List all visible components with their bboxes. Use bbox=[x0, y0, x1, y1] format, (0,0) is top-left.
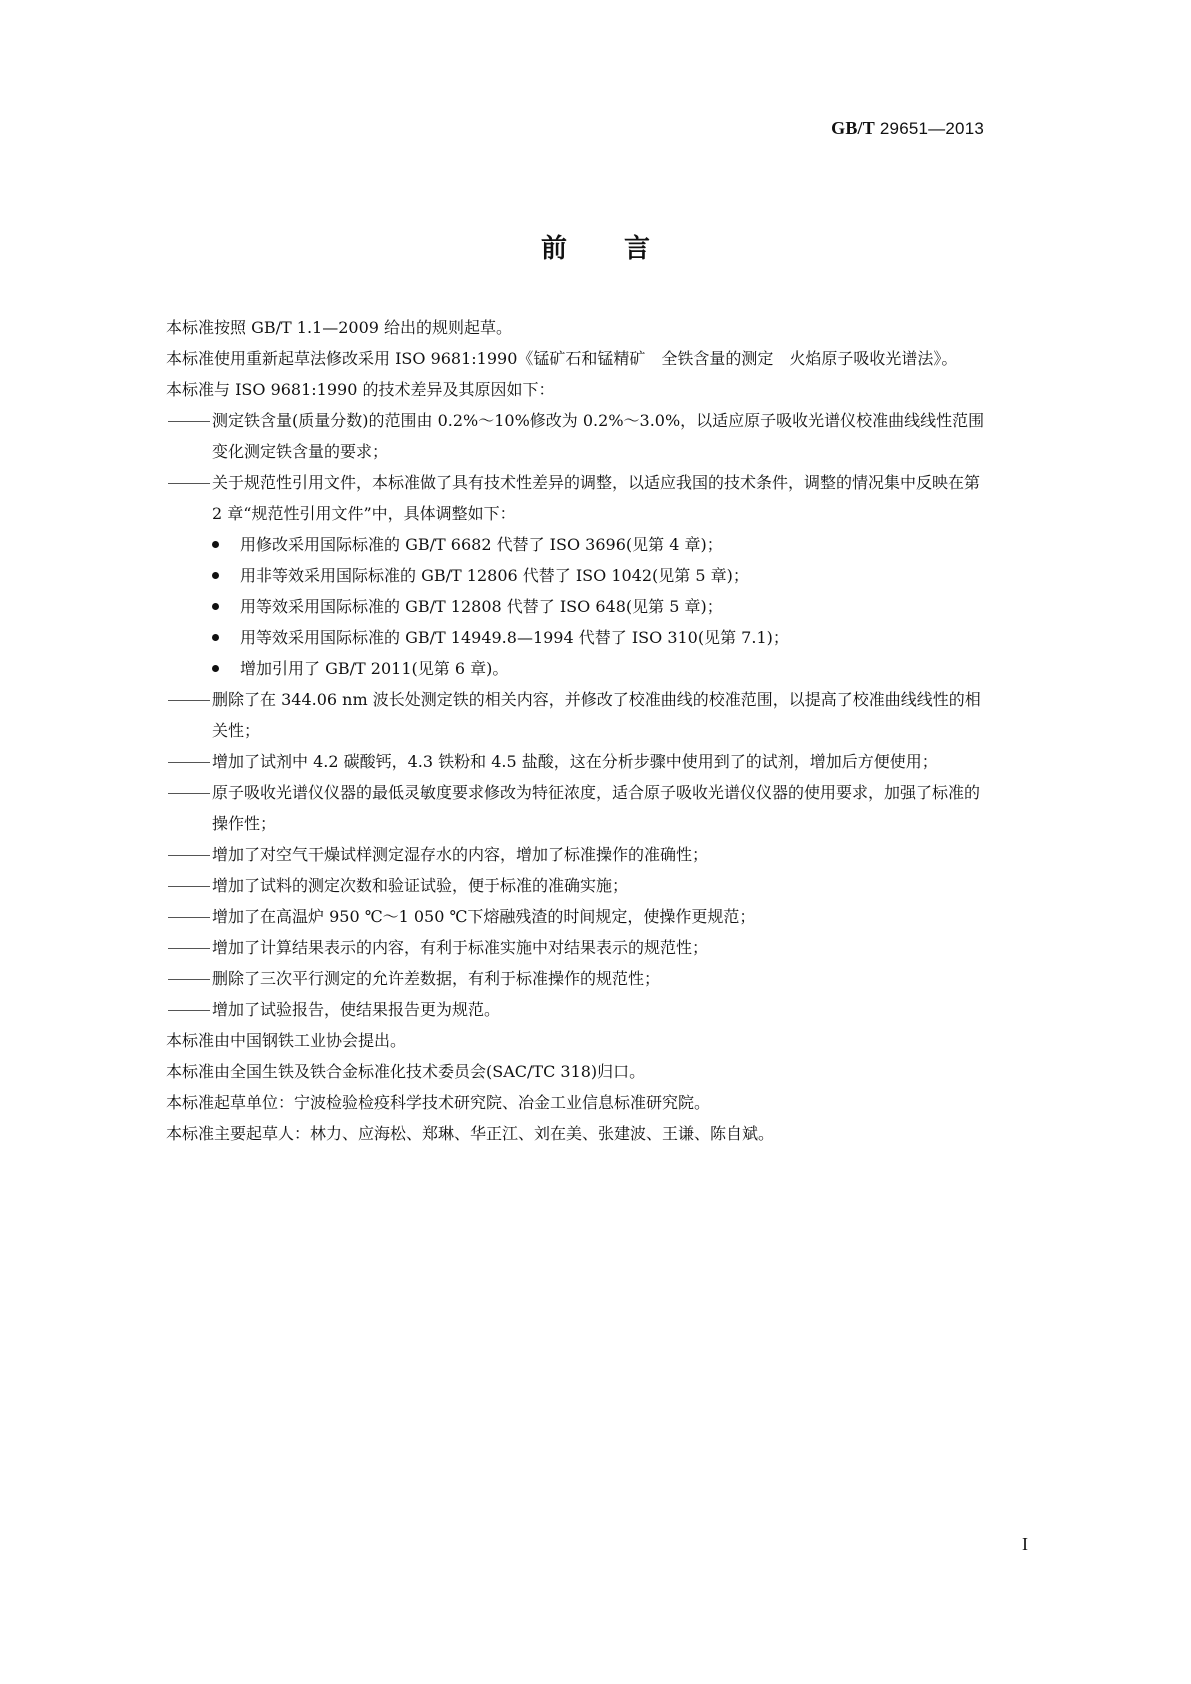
difference-item: 增加了在高温炉 950 ℃～1 050 ℃下熔融残渣的时间规定，使操作更规范； bbox=[212, 907, 756, 926]
page-number: I bbox=[1022, 1534, 1028, 1554]
paragraph-centralized-by: 本标准由全国生铁及铁合金标准化技术委员会(SAC/TC 318)归口。 bbox=[166, 1062, 646, 1081]
difference-item: 增加了对空气干燥试样测定湿存水的内容，增加了标准操作的准确性； bbox=[212, 845, 709, 864]
bullet-item: 用等效采用国际标准的 GB/T 14949.8—1994 代替了 ISO 310(见第 7.1)； bbox=[122, 622, 992, 653]
paragraph-differences-intro: 本标准与 ISO 9681:1990 的技术差异及其原因如下： bbox=[166, 380, 555, 399]
paragraph-drafting-units: 本标准起草单位：宁波检验检疫科学技术研究院、冶金工业信息标准研究院。 bbox=[166, 1093, 711, 1112]
difference-item: 测定铁含量(质量分数)的范围由 0.2%～10%修改为 0.2%～3.0%，以适应原子吸收光谱仪校准曲线线性范围变化测定铁含量的要求； bbox=[212, 411, 985, 461]
difference-item: 增加了试剂中 4.2 碳酸钙，4.3 铁粉和 4.5 盐酸，这在分析步骤中使用到了的试剂，增加后方便使用； bbox=[212, 752, 938, 771]
difference-item: 关于规范性引用文件，本标准做了具有技术性差异的调整，以适应我国的技术条件，调整的情况集中反映在第 2 章“规范性引用文件”中，具体调整如下： bbox=[212, 473, 981, 523]
bullet-icon bbox=[212, 634, 219, 641]
bullet-item: 增加引用了 GB/T 2011(见第 6 章)。 bbox=[122, 653, 992, 684]
difference-item: 增加了试料的测定次数和验证试验，便于标准的准确实施； bbox=[212, 876, 629, 895]
paragraph-drafting-rules: 本标准按照 GB/T 1.1—2009 给出的规则起草。 bbox=[166, 318, 513, 337]
paragraph-drafters: 本标准主要起草人：林力、应海松、郑琳、华正江、刘在美、张建波、王谦、陈自斌。 bbox=[166, 1124, 775, 1143]
bullet-icon bbox=[212, 603, 219, 610]
difference-item: 原子吸收光谱仪仪器的最低灵敏度要求修改为特征浓度，适合原子吸收光谱仪仪器的使用要求，加强了标准的操作性； bbox=[212, 783, 981, 833]
paragraph-adoption: 本标准使用重新起草法修改采用 ISO 9681:1990《锰矿石和锰精矿 全铁含量的测定 火焰原子吸收光谱法》。 bbox=[166, 349, 958, 368]
standard-code bbox=[831, 118, 984, 139]
paragraph-proposed-by: 本标准由中国钢铁工业协会提出。 bbox=[166, 1031, 407, 1050]
difference-item: 增加了计算结果表示的内容，有利于标准实施中对结果表示的规范性； bbox=[212, 938, 709, 957]
foreword-body bbox=[122, 312, 992, 1149]
bullet-icon bbox=[212, 665, 219, 672]
bullet-item: 用等效采用国际标准的 GB/T 12808 代替了 ISO 648(见第 5 章)； bbox=[122, 591, 992, 622]
title-char-1: 前 bbox=[540, 234, 567, 264]
standard-prefix: GB/T bbox=[831, 118, 875, 138]
difference-item: 增加了试验报告，使结果报告更为规范。 bbox=[212, 1000, 501, 1019]
bullet-icon bbox=[212, 572, 219, 579]
difference-item: 删除了在 344.06 nm 波长处测定铁的相关内容，并修改了校准曲线的校准范围，以提高了校准曲线线性的相关性； bbox=[212, 690, 981, 740]
title-char-2: 言 bbox=[624, 234, 651, 264]
bullet-icon bbox=[212, 541, 219, 548]
standard-number: 29651—2013 bbox=[879, 119, 984, 138]
difference-item: 删除了三次平行测定的允许差数据，有利于标准操作的规范性； bbox=[212, 969, 661, 988]
page-title bbox=[0, 228, 1191, 265]
bullet-item: 用非等效采用国际标准的 GB/T 12806 代替了 ISO 1042(见第 5 章)； bbox=[122, 560, 992, 591]
bullet-item: 用修改采用国际标准的 GB/T 6682 代替了 ISO 3696(见第 4 章)； bbox=[122, 529, 992, 560]
